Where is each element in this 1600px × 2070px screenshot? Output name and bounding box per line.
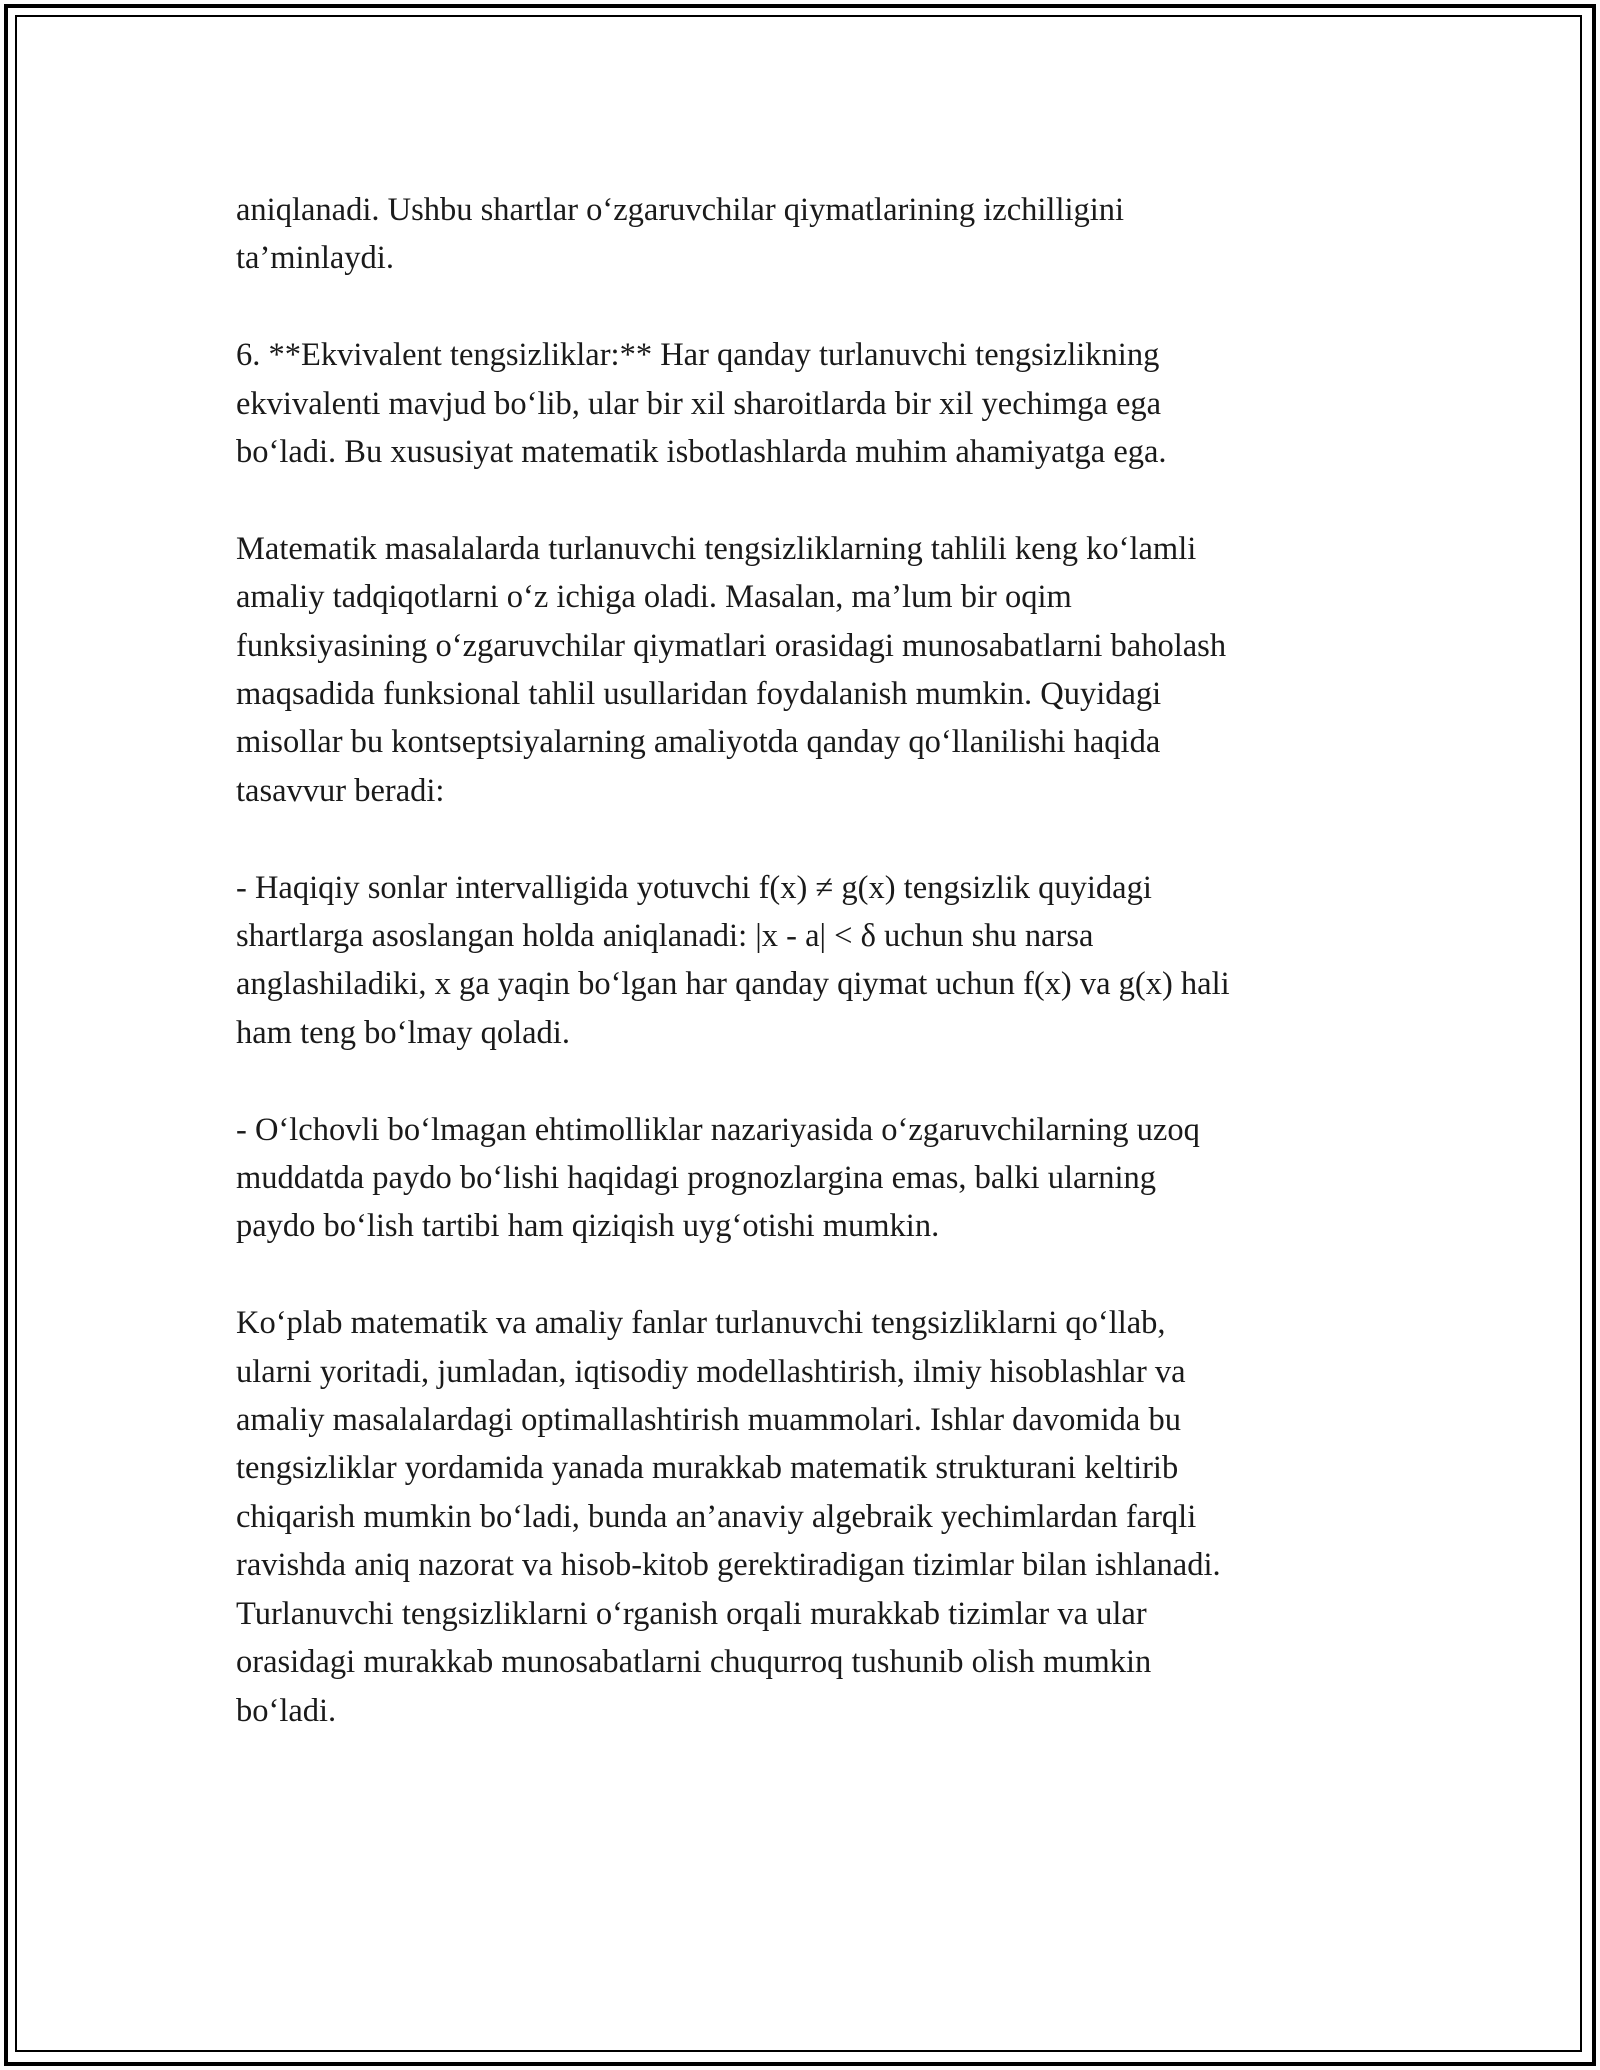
bullet-item-real-numbers: - Haqiqiy sonlar intervalligida yotuvchi f(x) ≠ g(x) tengsizlik quyidagi shartlarga asoslangan holda aniqlanadi: |x - a| < δ uchun shu narsa anglashiladiki, x ga yaqin bo‘lgan har qanday qiymat uchun f(x) va g(x) hali ham teng bo‘lmay qoladi. <box>236 869 1230 1051</box>
document-body <box>236 186 1376 1735</box>
paragraph-conclusion: Ko‘plab matematik va amaliy fanlar turlanuvchi tengsizliklarni qo‘llab, ularni yoritadi, jumladan, iqtisodiy modellashtirish, ilmiy hisoblashlar va amaliy masalalardagi optimallashtirish muammolari. Ishlar davomida bu tengsizliklar yordamida yanada murakkab matematik strukturani keltirib chiqarish mumkin bo‘ladi, bunda an’anaviy algebraik yechimlardan farqli ravishda aniq nazorat va hisob-kitob gerektiradigan tizimlar bilan ishlanadi. Turlanuvchi tengsizliklarni o‘rganish orqali murakkab tizimlar va ular orasidagi murakkab munosabatlarni chuqurroq tushunib olish mumkin bo‘ladi. <box>236 1305 1221 1729</box>
paragraph-equivalent-inequalities: 6. **Ekvivalent tengsizliklar:** Har qanday turlanuvchi tengsizlikning ekvivalenti mavjud bo‘lib, ular bir xil sharoitlarda bir xil yechimga ega bo‘ladi. Bu xususiyat matematik isbotlashlarda muhim ahamiyatga ega. <box>236 337 1167 471</box>
bullet-item-probability: - O‘lchovli bo‘lmagan ehtimolliklar nazariyasida o‘zgaruvchilarning uzoq muddatda paydo bo‘lishi haqidagi prognozlargina emas, balki ularning paydo bo‘lish tartibi ham qiziqish uyg‘otishi mumkin. <box>236 1111 1200 1245</box>
paragraph-continuation: aniqlanadi. Ushbu shartlar o‘zgaruvchilar qiymatlarining izchilligini ta’minlaydi. <box>236 192 1125 277</box>
paragraph-analysis: Matematik masalalarda turlanuvchi tengsizliklarning tahlili keng ko‘lamli amaliy tadqiqotlarni o‘z ichiga oladi. Masalan, ma’lum bir oqim funksiyasining o‘zgaruvchilar qiymatlari orasidagi munosabatlarni baholash maqsadida funksional tahlil usullaridan foydalanish mumkin. Quyidagi misollar bu kontseptsiyalarning amaliyotda qanday qo‘llanilishi haqida tasavvur beradi: <box>236 530 1227 809</box>
